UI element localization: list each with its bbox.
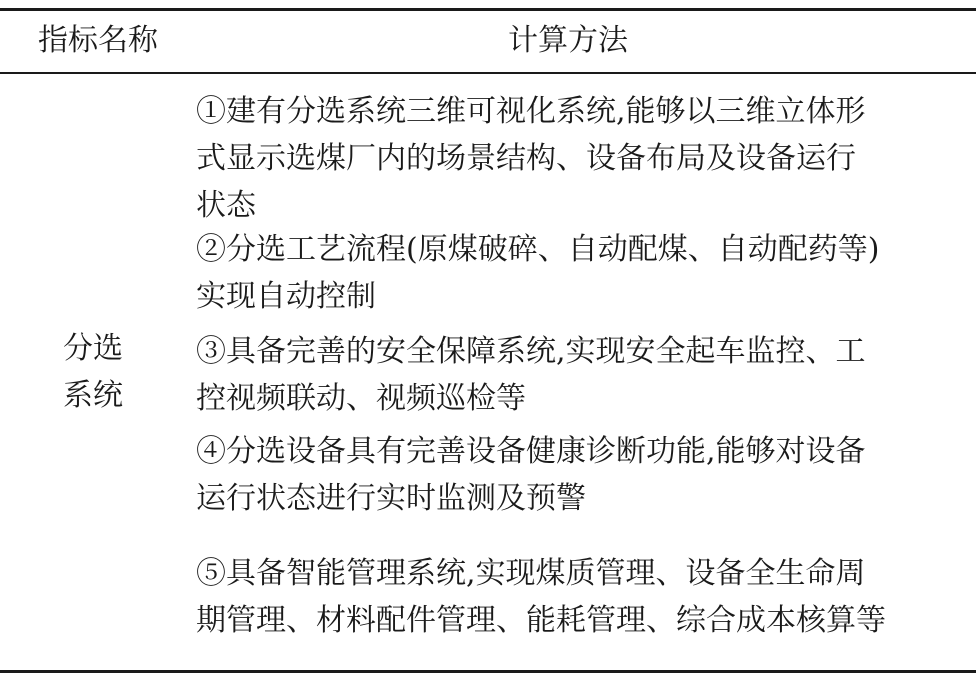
row-label-line-1: 分选 xyxy=(63,331,123,366)
method-item-4-line-2: 运行状态进行实时监测及预警 xyxy=(196,481,586,516)
method-item-1-line-2: 式显示选煤厂内的场景结构、设备布局及设备运行 xyxy=(196,141,856,176)
table-top-rule xyxy=(0,8,976,11)
method-item-5 xyxy=(196,550,956,644)
method-item-3 xyxy=(196,328,956,422)
row-label-line-2: 系统 xyxy=(63,378,123,413)
method-item-2-line-2: 实现自动控制 xyxy=(196,279,376,314)
method-item-1 xyxy=(196,88,956,229)
header-calculation-method: 计算方法 xyxy=(508,23,628,58)
method-item-1-line-1: ①建有分选系统三维可视化系统,能够以三维立体形 xyxy=(196,94,866,129)
method-item-1-line-3: 状态 xyxy=(196,188,256,223)
header-indicator-name: 指标名称 xyxy=(38,23,158,58)
table-bottom-rule xyxy=(0,670,976,673)
row-label-sorting-system xyxy=(58,325,128,419)
table-header-rule xyxy=(0,72,976,74)
method-item-4-line-1: ④分选设备具有完善设备健康诊断功能,能够对设备 xyxy=(196,434,866,469)
method-item-3-line-1: ③具备完善的安全保障系统,实现安全起车监控、工 xyxy=(196,334,866,369)
method-item-5-line-2: 期管理、材料配件管理、能耗管理、综合成本核算等 xyxy=(196,603,886,638)
method-item-4 xyxy=(196,428,956,522)
method-item-2-line-1: ②分选工艺流程(原煤破碎、自动配煤、自动配药等) xyxy=(196,232,880,267)
method-item-2 xyxy=(196,226,956,320)
method-item-5-line-1: ⑤具备智能管理系统,实现煤质管理、设备全生命周 xyxy=(196,556,866,591)
method-item-3-line-2: 控视频联动、视频巡检等 xyxy=(196,381,526,416)
